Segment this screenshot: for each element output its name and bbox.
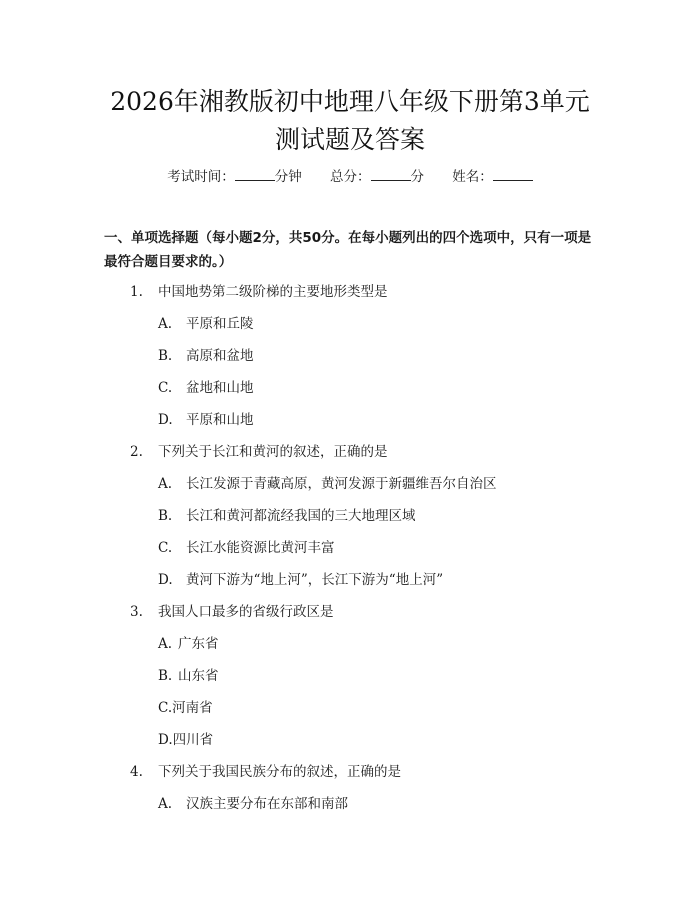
question-3-option-c xyxy=(158,698,213,718)
exam-time-field xyxy=(167,169,306,185)
option-text: 盆地和山地 xyxy=(186,380,254,396)
question-3-option-b xyxy=(158,666,219,686)
question-2 xyxy=(130,442,388,462)
question-number: 3. xyxy=(130,604,143,620)
option-label: D. xyxy=(158,572,173,588)
question-1-option-a xyxy=(158,314,254,334)
option-label: C. xyxy=(158,700,173,716)
option-label: A. xyxy=(158,636,173,652)
question-number: 1. xyxy=(130,284,143,300)
document-title-line-1: 2026年湘教版初中地理八年级下册第3单元 xyxy=(110,87,590,116)
option-label: D. xyxy=(158,412,173,428)
option-text: 汉族主要分布在东部和南部 xyxy=(186,796,348,812)
question-1 xyxy=(130,282,388,302)
exam-time-label: 考试时间： xyxy=(167,169,235,185)
question-number: 4. xyxy=(130,764,143,780)
student-name-blank xyxy=(493,168,533,181)
student-name-label: 姓名： xyxy=(452,169,493,185)
question-3-option-a xyxy=(158,634,219,654)
total-score-field xyxy=(330,169,428,185)
option-text: 四川省 xyxy=(172,732,214,748)
question-text: 下列关于我国民族分布的叙述，正确的是 xyxy=(158,764,401,780)
option-label: B. xyxy=(158,348,173,364)
document-title-line-2: 测试题及答案 xyxy=(274,125,425,154)
question-text: 下列关于长江和黄河的叙述，正确的是 xyxy=(158,444,388,460)
option-text: 长江发源于青藏高原，黄河发源于新疆维吾尔自治区 xyxy=(186,476,497,492)
total-score-label: 总分： xyxy=(330,169,371,185)
option-text: 黄河下游为“地上河”，长江下游为“地上河” xyxy=(186,572,444,588)
question-4 xyxy=(130,762,401,782)
option-label: A. xyxy=(158,476,173,492)
option-label: A. xyxy=(158,316,173,332)
question-text: 我国人口最多的省级行政区是 xyxy=(158,604,334,620)
option-label: C. xyxy=(158,380,173,396)
question-3-option-d xyxy=(158,730,213,750)
option-text: 长江水能资源比黄河丰富 xyxy=(186,540,335,556)
option-label: A. xyxy=(158,796,173,812)
exam-time-unit: 分钟 xyxy=(274,169,302,185)
total-score-unit: 分 xyxy=(410,169,424,185)
option-text: 长江和黄河都流经我国的三大地理区域 xyxy=(186,508,416,524)
question-2-option-c xyxy=(158,538,335,558)
question-2-option-a xyxy=(158,474,497,494)
question-1-option-b xyxy=(158,346,254,366)
option-label: D. xyxy=(158,732,173,748)
question-4-option-a xyxy=(158,794,348,814)
question-1-option-c xyxy=(158,378,254,398)
question-2-option-b xyxy=(158,506,416,526)
student-name-field xyxy=(452,169,533,185)
option-text: 高原和盆地 xyxy=(186,348,254,364)
question-3 xyxy=(130,602,334,622)
exam-info-line xyxy=(0,166,700,188)
option-text: 平原和丘陵 xyxy=(186,316,254,332)
option-label: B. xyxy=(158,668,173,684)
question-text: 中国地势第二级阶梯的主要地形类型是 xyxy=(158,284,388,300)
option-text: 河南省 xyxy=(172,700,213,716)
option-label: C. xyxy=(158,540,173,556)
option-text: 平原和山地 xyxy=(186,412,254,428)
question-1-option-d xyxy=(158,410,254,430)
total-score-blank xyxy=(371,168,411,181)
section-heading-single-choice: 一、单项选择题（每小题2分，共50分。在每小题列出的四个选项中，只有一项是最符合题目要求的。） xyxy=(104,230,592,270)
option-label: B. xyxy=(158,508,173,524)
option-text: 山东省 xyxy=(178,668,219,684)
question-number: 2. xyxy=(130,444,143,460)
exam-time-blank xyxy=(235,168,275,181)
option-text: 广东省 xyxy=(178,636,219,652)
question-2-option-d xyxy=(158,570,443,590)
